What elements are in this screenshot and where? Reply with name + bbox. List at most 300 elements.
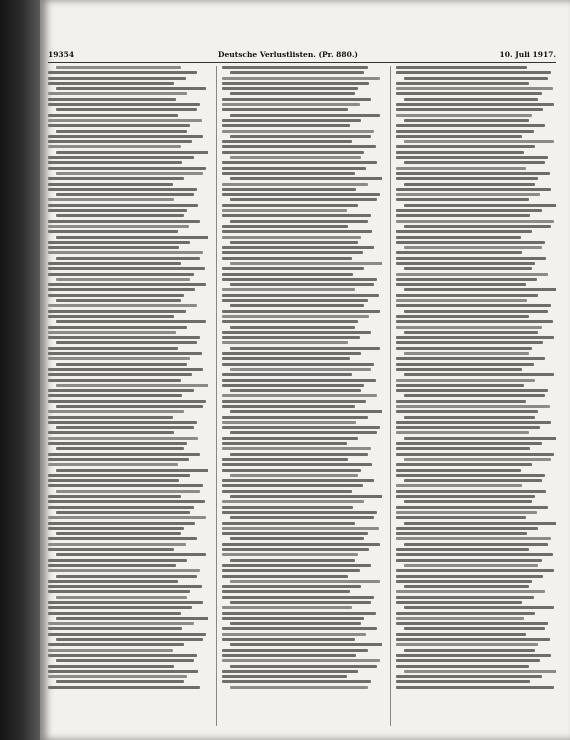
text-line bbox=[48, 283, 206, 286]
text-line bbox=[222, 627, 377, 630]
text-line bbox=[222, 447, 371, 450]
text-line bbox=[48, 119, 202, 122]
text-line bbox=[48, 262, 181, 265]
text-line bbox=[48, 135, 203, 138]
text-line bbox=[56, 257, 200, 260]
text-line bbox=[56, 363, 187, 366]
text-line bbox=[48, 601, 203, 604]
text-line bbox=[222, 214, 371, 217]
text-line bbox=[222, 484, 363, 487]
text-line bbox=[48, 453, 200, 456]
text-line bbox=[404, 119, 529, 122]
text-line bbox=[56, 172, 203, 175]
text-line bbox=[396, 198, 529, 201]
text-line bbox=[48, 421, 197, 424]
text-line bbox=[48, 463, 178, 466]
text-line bbox=[404, 437, 556, 440]
text-line bbox=[396, 617, 524, 620]
text-line bbox=[48, 209, 187, 212]
text-line bbox=[230, 347, 380, 350]
text-line bbox=[396, 341, 543, 344]
header-rule bbox=[48, 62, 556, 63]
text-line bbox=[48, 590, 190, 593]
text-line bbox=[222, 98, 371, 101]
text-line bbox=[396, 257, 546, 260]
text-line bbox=[396, 442, 542, 445]
text-line bbox=[48, 225, 189, 228]
text-line bbox=[404, 267, 532, 270]
text-line bbox=[396, 193, 540, 196]
text-column-3 bbox=[396, 66, 556, 726]
text-line bbox=[48, 389, 194, 392]
text-line bbox=[48, 431, 174, 434]
text-line bbox=[230, 177, 382, 180]
text-line bbox=[404, 585, 529, 588]
text-line bbox=[404, 183, 535, 186]
text-line bbox=[48, 606, 192, 609]
text-line bbox=[230, 601, 371, 604]
text-line bbox=[56, 596, 187, 599]
text-line bbox=[396, 66, 527, 69]
text-line bbox=[48, 379, 181, 382]
text-line bbox=[396, 124, 545, 127]
text-line bbox=[396, 357, 545, 360]
text-line bbox=[230, 622, 361, 625]
text-line bbox=[396, 469, 521, 472]
text-line bbox=[222, 543, 380, 546]
text-line bbox=[396, 220, 554, 223]
text-line bbox=[230, 431, 377, 434]
text-line bbox=[48, 627, 182, 630]
text-line bbox=[48, 670, 198, 673]
text-line bbox=[48, 145, 181, 148]
text-line bbox=[222, 336, 360, 339]
text-line bbox=[396, 299, 527, 302]
text-line bbox=[56, 66, 181, 69]
text-line bbox=[222, 257, 352, 260]
text-line bbox=[396, 273, 548, 276]
text-line bbox=[230, 368, 371, 371]
text-line bbox=[48, 326, 187, 329]
text-line bbox=[222, 225, 348, 228]
text-line bbox=[396, 130, 534, 133]
text-line bbox=[48, 251, 203, 254]
text-line bbox=[48, 267, 205, 270]
text-line bbox=[396, 251, 522, 254]
text-line bbox=[396, 294, 538, 297]
text-line bbox=[396, 575, 543, 578]
text-line bbox=[396, 87, 553, 90]
text-line bbox=[222, 151, 364, 154]
text-line bbox=[396, 490, 546, 493]
text-line bbox=[396, 431, 529, 434]
text-line bbox=[222, 130, 374, 133]
text-line bbox=[230, 389, 361, 392]
text-line bbox=[396, 680, 530, 683]
text-line bbox=[396, 241, 545, 244]
text-line bbox=[396, 580, 532, 583]
text-line bbox=[230, 643, 382, 646]
text-line bbox=[404, 543, 548, 546]
text-line bbox=[230, 304, 364, 307]
text-line bbox=[230, 220, 368, 223]
text-line bbox=[48, 373, 192, 376]
text-line bbox=[56, 214, 184, 217]
text-line bbox=[396, 622, 548, 625]
text-line bbox=[230, 92, 355, 95]
text-line bbox=[48, 622, 194, 625]
text-line bbox=[396, 638, 550, 641]
text-line bbox=[222, 612, 376, 615]
text-line bbox=[396, 283, 526, 286]
text-line bbox=[48, 294, 184, 297]
text-line bbox=[222, 183, 368, 186]
text-line bbox=[222, 400, 366, 403]
text-line bbox=[230, 198, 377, 201]
text-line bbox=[48, 288, 195, 291]
text-line bbox=[222, 606, 352, 609]
text-line bbox=[48, 331, 176, 334]
text-line bbox=[396, 400, 526, 403]
text-line bbox=[396, 643, 538, 646]
text-line bbox=[56, 617, 208, 620]
text-line bbox=[48, 167, 206, 170]
text-column-2 bbox=[222, 66, 382, 726]
text-line bbox=[222, 680, 371, 683]
text-line bbox=[230, 537, 364, 540]
text-line bbox=[222, 426, 380, 429]
text-line bbox=[404, 77, 548, 80]
text-line bbox=[48, 442, 187, 445]
text-line bbox=[56, 108, 197, 111]
text-line bbox=[396, 167, 526, 170]
text-line bbox=[404, 606, 554, 609]
text-line bbox=[222, 442, 347, 445]
text-line bbox=[48, 273, 194, 276]
text-line bbox=[396, 347, 532, 350]
text-line bbox=[48, 522, 195, 525]
text-line bbox=[222, 569, 360, 572]
text-line bbox=[222, 124, 350, 127]
text-line bbox=[230, 156, 361, 159]
text-line bbox=[396, 665, 529, 668]
text-line bbox=[56, 426, 194, 429]
text-line bbox=[56, 469, 208, 472]
text-line bbox=[48, 394, 182, 397]
text-line bbox=[404, 352, 529, 355]
text-line bbox=[56, 553, 206, 556]
text-line bbox=[48, 188, 197, 191]
text-line bbox=[48, 124, 190, 127]
text-line bbox=[48, 336, 200, 339]
text-line bbox=[222, 230, 372, 233]
text-line bbox=[48, 527, 184, 530]
text-line bbox=[48, 241, 190, 244]
text-line bbox=[48, 569, 200, 572]
text-line bbox=[396, 326, 542, 329]
text-line bbox=[222, 527, 379, 530]
text-line bbox=[396, 336, 554, 339]
text-line bbox=[222, 458, 348, 461]
text-line bbox=[222, 288, 355, 291]
text-line bbox=[396, 304, 551, 307]
text-line bbox=[222, 172, 355, 175]
text-line bbox=[396, 447, 530, 450]
text-line bbox=[48, 177, 184, 180]
text-line bbox=[222, 590, 350, 593]
text-line bbox=[222, 251, 363, 254]
text-line bbox=[230, 453, 368, 456]
text-line bbox=[48, 543, 186, 546]
text-line bbox=[222, 204, 358, 207]
text-line bbox=[396, 262, 535, 265]
text-line bbox=[222, 357, 350, 360]
text-line bbox=[56, 130, 187, 133]
text-line bbox=[222, 416, 368, 419]
text-line bbox=[396, 495, 535, 498]
text-line bbox=[396, 405, 550, 408]
text-line bbox=[404, 161, 545, 164]
text-line bbox=[396, 654, 551, 657]
text-line bbox=[48, 537, 197, 540]
text-line bbox=[396, 103, 554, 106]
text-line bbox=[222, 675, 347, 678]
text-line bbox=[222, 500, 364, 503]
text-line bbox=[48, 495, 181, 498]
page-number: 19354 bbox=[48, 50, 75, 59]
text-line bbox=[48, 580, 178, 583]
text-column-1 bbox=[48, 66, 208, 726]
text-line bbox=[230, 283, 374, 286]
text-line bbox=[230, 580, 380, 583]
text-line bbox=[396, 516, 526, 519]
text-line bbox=[48, 347, 178, 350]
text-line bbox=[404, 564, 538, 567]
text-line bbox=[396, 612, 535, 615]
text-line bbox=[48, 686, 200, 689]
text-line bbox=[56, 659, 194, 662]
text-line bbox=[56, 490, 200, 493]
text-line bbox=[222, 188, 356, 191]
text-line bbox=[396, 236, 521, 239]
text-line bbox=[222, 384, 364, 387]
text-line bbox=[48, 437, 198, 440]
text-line bbox=[48, 304, 197, 307]
text-line bbox=[222, 87, 358, 90]
text-line bbox=[222, 511, 377, 514]
text-line bbox=[222, 548, 369, 551]
text-line bbox=[48, 92, 187, 95]
text-line bbox=[222, 490, 352, 493]
text-line bbox=[222, 209, 347, 212]
text-line bbox=[396, 315, 529, 318]
text-line bbox=[222, 320, 358, 323]
text-line bbox=[48, 643, 184, 646]
text-line bbox=[404, 373, 554, 376]
text-line bbox=[404, 500, 532, 503]
text-line bbox=[48, 484, 203, 487]
text-line bbox=[48, 161, 182, 164]
text-line bbox=[222, 479, 374, 482]
text-line bbox=[222, 633, 366, 636]
text-line bbox=[396, 389, 548, 392]
text-line bbox=[222, 405, 355, 408]
text-line bbox=[222, 654, 356, 657]
text-line bbox=[404, 479, 542, 482]
text-line bbox=[396, 633, 526, 636]
text-line bbox=[404, 627, 545, 630]
text-line bbox=[396, 135, 522, 138]
text-line bbox=[230, 559, 355, 562]
text-line bbox=[222, 617, 364, 620]
text-line bbox=[48, 548, 174, 551]
text-line bbox=[404, 140, 554, 143]
text-line bbox=[396, 363, 534, 366]
text-line bbox=[396, 151, 524, 154]
page-header bbox=[48, 50, 556, 61]
text-line bbox=[222, 167, 366, 170]
text-line bbox=[222, 82, 369, 85]
text-line bbox=[230, 114, 380, 117]
text-line bbox=[48, 559, 187, 562]
text-line bbox=[396, 590, 545, 593]
text-line bbox=[48, 506, 194, 509]
text-line bbox=[396, 463, 532, 466]
text-line bbox=[222, 564, 371, 567]
text-line bbox=[222, 506, 353, 509]
text-line bbox=[396, 511, 537, 514]
text-line bbox=[396, 108, 543, 111]
text-line bbox=[222, 437, 358, 440]
text-line bbox=[56, 236, 208, 239]
document-title: Deutsche Verlustlisten. (Pr. 880.) bbox=[218, 50, 358, 59]
text-line bbox=[222, 553, 358, 556]
text-line bbox=[222, 341, 348, 344]
text-line bbox=[396, 484, 522, 487]
text-line bbox=[56, 278, 190, 281]
text-line bbox=[48, 230, 178, 233]
text-line bbox=[222, 352, 361, 355]
text-line bbox=[396, 601, 522, 604]
text-line bbox=[222, 294, 379, 297]
text-line bbox=[222, 145, 376, 148]
text-line bbox=[396, 177, 538, 180]
text-line bbox=[396, 278, 537, 281]
text-line bbox=[396, 92, 542, 95]
text-line bbox=[396, 209, 542, 212]
text-line bbox=[56, 532, 181, 535]
text-line bbox=[230, 474, 358, 477]
text-line bbox=[48, 612, 181, 615]
text-line bbox=[48, 204, 198, 207]
text-line bbox=[396, 320, 553, 323]
text-line bbox=[222, 103, 360, 106]
text-line bbox=[222, 638, 355, 641]
text-line bbox=[48, 368, 203, 371]
text-line bbox=[56, 151, 208, 154]
text-line bbox=[48, 198, 174, 201]
text-line bbox=[48, 98, 176, 101]
text-line bbox=[396, 368, 522, 371]
text-line bbox=[222, 108, 348, 111]
text-line bbox=[56, 299, 181, 302]
text-line bbox=[404, 225, 551, 228]
text-line bbox=[404, 394, 545, 397]
column-divider bbox=[216, 66, 217, 726]
text-line bbox=[56, 87, 206, 90]
text-line bbox=[230, 262, 382, 265]
text-line bbox=[48, 246, 179, 249]
text-line bbox=[222, 659, 380, 662]
text-line bbox=[396, 188, 551, 191]
book-binding-edge bbox=[0, 0, 40, 740]
text-line bbox=[396, 686, 554, 689]
text-line bbox=[56, 193, 194, 196]
text-line bbox=[48, 140, 192, 143]
text-line bbox=[404, 416, 535, 419]
text-line bbox=[48, 71, 197, 74]
text-line bbox=[222, 463, 372, 466]
text-line bbox=[396, 230, 532, 233]
text-line bbox=[230, 686, 368, 689]
text-line bbox=[404, 98, 538, 101]
text-line bbox=[396, 172, 550, 175]
text-line bbox=[230, 71, 364, 74]
text-line bbox=[222, 77, 380, 80]
text-line bbox=[48, 357, 190, 360]
text-line bbox=[48, 77, 186, 80]
text-line bbox=[222, 469, 361, 472]
text-line bbox=[222, 119, 361, 122]
text-line bbox=[48, 458, 189, 461]
text-line bbox=[396, 537, 551, 540]
text-line bbox=[396, 675, 542, 678]
text-line bbox=[404, 458, 551, 461]
text-line bbox=[222, 299, 368, 302]
text-line bbox=[222, 236, 361, 239]
text-line bbox=[48, 103, 200, 106]
text-line bbox=[222, 310, 380, 313]
text-line bbox=[56, 680, 184, 683]
text-line bbox=[48, 400, 206, 403]
text-line bbox=[56, 341, 197, 344]
text-line bbox=[396, 527, 538, 530]
text-line bbox=[396, 532, 527, 535]
text-line bbox=[404, 670, 556, 673]
text-line bbox=[48, 82, 174, 85]
text-line bbox=[396, 426, 540, 429]
text-line bbox=[48, 474, 190, 477]
text-line bbox=[396, 553, 553, 556]
text-line bbox=[48, 516, 206, 519]
text-line bbox=[56, 320, 206, 323]
text-line bbox=[222, 273, 353, 276]
text-line bbox=[222, 140, 352, 143]
text-line bbox=[48, 675, 187, 678]
text-line bbox=[56, 447, 184, 450]
text-line bbox=[222, 193, 380, 196]
text-line bbox=[404, 246, 542, 249]
text-line bbox=[396, 559, 542, 562]
text-line bbox=[48, 564, 176, 567]
text-line bbox=[48, 114, 178, 117]
text-line bbox=[222, 394, 377, 397]
text-line bbox=[396, 156, 548, 159]
text-line bbox=[222, 66, 368, 69]
text-line bbox=[230, 516, 374, 519]
text-line bbox=[230, 495, 382, 498]
text-line bbox=[56, 575, 197, 578]
